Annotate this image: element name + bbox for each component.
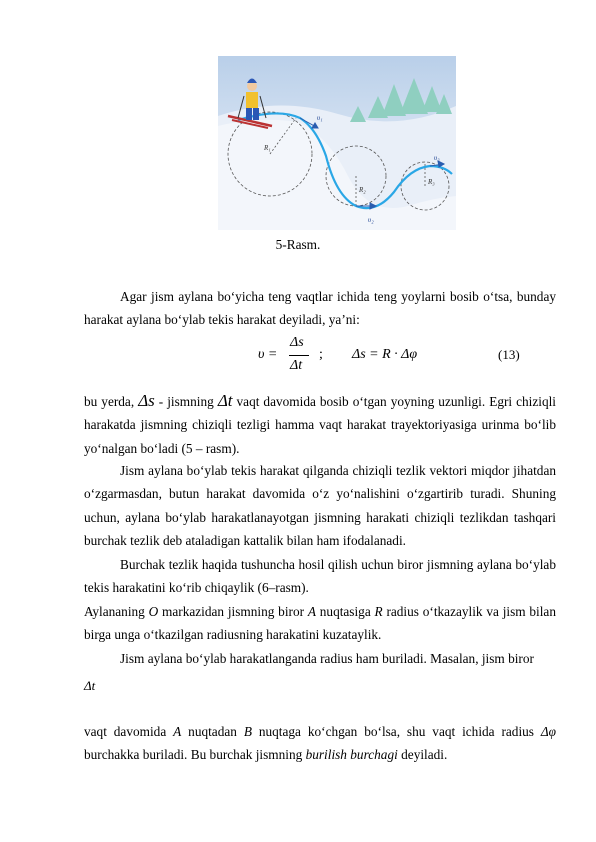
p7-text-c: nuqtaga ko‘chgan bo‘lsa, shu vaqt ichida radius [258,724,534,739]
equation-13 [0,333,596,383]
symbol-delta-phi: Δφ [540,724,557,739]
figure-skier [218,56,456,230]
label-r1: R₁ [264,144,271,152]
label-v3: υ₃ [434,154,440,162]
eq-denominator: Δt [290,358,303,373]
p7-text-e: deyiladi. [401,747,448,763]
eq-numerator: Δs [290,335,304,350]
p5-text-a: Aylananing [84,604,145,619]
label-v2: υ₂ [368,216,374,224]
p2-text-b: - jismning [158,394,214,409]
label-r3: R₃ [428,178,435,186]
p2-text-c: vaqt davomida bosib o‘tgan yoyning uzunligi. Egri chiziqli harakatda jismning chiziqli tezligi hamma vaqt harakat trayektoriyasiga urinma bo‘lib yo‘nalgan bo‘ladi (5 – rasm). [84,394,556,456]
p7-text-d: burchakka buriladi. Bu burchak jismning [84,747,303,763]
symbol-delta-t-2: Δt [84,678,96,693]
eq-second: Δs = R · Δφ [352,347,418,362]
eq-number: (13) [498,347,520,362]
label-v1: υ₁ [317,114,323,122]
p5-text-c: nuqtasiga [319,604,371,619]
p7-text-a: vaqt davomida [84,724,167,739]
eq-separator: ; [319,347,323,362]
term-burilish-burchagi: burilish burchagi [305,747,398,763]
eq-lhs: υ = [258,347,278,362]
p5-text-d: radius o‘tkazaylik va jism bilan birga unga o‘tkazilgan radiusning harakatini kuzataylik. [84,604,556,643]
p5-text-b: markazidan jismning biror [162,604,305,619]
p2-text-a: bu yerda, [84,394,135,409]
figure-caption: 5-Rasm. [275,237,321,252]
point-o: O [148,604,159,619]
paragraph-2 [84,389,556,460]
point-b: B [243,724,252,739]
label-r2: R₂ [359,186,366,194]
paragraph-3: Jism aylana bo‘ylab tekis harakat qilganda chiziqli tezlik vektori miqdor jihatdan o‘zgarmasdan, butun harakat davomida o‘z yo‘nalishini o‘zgartirib turadi. Shuning uchun, aylana bo‘ylab harakatlanayotgan jismning harakati chiziqli tezlikdan tashqari burchak tezlik deb ataladigan kattalik bilan ham ifodalanadi. [84,463,556,549]
eq-fraction-bar [289,355,309,356]
paragraph-4: Burchak tezlik haqida tushuncha hosil qilish uchun biror jismning aylana bo‘ylab tekis harakatini ko‘rib chiqaylik (6–rasm). [84,557,556,596]
point-a-2: A [173,724,182,739]
symbol-delta-s: Δs [138,391,155,410]
symbol-r: R [374,604,383,619]
skier-illustration [218,56,456,230]
symbol-delta-t: Δt [217,391,233,410]
paragraph-1: Agar jism aylana bo‘yicha teng vaqtlar ichida teng yoylarni bosib o‘tsa, bunday harakat aylana bo‘ylab tekis harakat deyiladi, ya’ni: [84,289,556,328]
paragraph-7 [84,720,556,767]
paragraph-6: Jism aylana bo‘ylab harakatlanganda radius ham buriladi. Masalan, jism biror [120,651,534,666]
paragraph-5 [84,600,556,647]
p7-text-b: nuqtadan [188,724,237,739]
point-a: A [307,604,316,619]
